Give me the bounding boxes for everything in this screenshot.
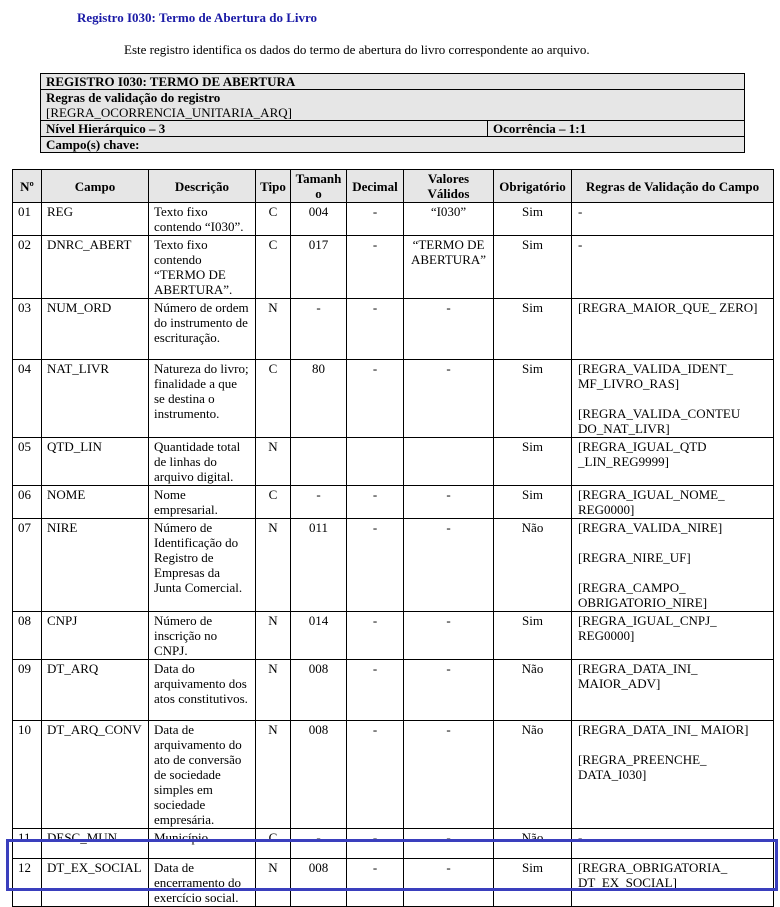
cell-regras bbox=[572, 829, 774, 859]
cell-descricao: Natureza do livro; finalidade a que se destina o instrumento. bbox=[149, 360, 256, 438]
cell-regras bbox=[572, 236, 774, 299]
cell-descricao: Quantidade total de linhas do arquivo digital. bbox=[149, 438, 256, 486]
table-row bbox=[13, 438, 774, 486]
cell-tipo: N bbox=[256, 299, 291, 360]
cell-tamanho: 008 bbox=[291, 721, 347, 829]
cell-decimal: - bbox=[347, 660, 404, 721]
cell-descricao: Número de ordem do instrumento de escrituração. bbox=[149, 299, 256, 360]
col-num-header: Nº bbox=[13, 170, 42, 203]
col-decimal-header: Decimal bbox=[347, 170, 404, 203]
col-descricao-header: Descrição bbox=[149, 170, 256, 203]
cell-regras bbox=[572, 721, 774, 829]
cell-tamanho: - bbox=[291, 299, 347, 360]
cell-decimal: - bbox=[347, 829, 404, 859]
cell-regras bbox=[572, 486, 774, 519]
cell-num: 11 bbox=[13, 829, 42, 859]
cell-decimal: - bbox=[347, 721, 404, 829]
table-row bbox=[13, 612, 774, 660]
col-campo-header: Campo bbox=[42, 170, 149, 203]
validation-rule-entry: [REGRA_IGUAL_CNPJ_ REG0000] bbox=[578, 613, 717, 643]
validation-rule-entry: [REGRA_OBRIGATORIA_ DT_EX_SOCIAL] bbox=[578, 860, 728, 890]
fields-table bbox=[12, 169, 774, 907]
validation-label: Regras de validação do registro bbox=[46, 90, 221, 105]
register-header-box bbox=[40, 73, 745, 153]
table-row bbox=[13, 360, 774, 438]
table-header-row bbox=[13, 170, 774, 203]
cell-num: 08 bbox=[13, 612, 42, 660]
cell-tipo: N bbox=[256, 660, 291, 721]
cell-valores: - bbox=[404, 660, 494, 721]
cell-decimal: - bbox=[347, 236, 404, 299]
cell-valores: - bbox=[404, 299, 494, 360]
cell-valores: - bbox=[404, 721, 494, 829]
cell-decimal: - bbox=[347, 486, 404, 519]
cell-num: 02 bbox=[13, 236, 42, 299]
validation-rule-entry: [REGRA_VALIDA_CONTEU DO_NAT_LIVR] bbox=[578, 406, 741, 436]
cell-descricao: Número de Identificação do Registro de Empresas da Junta Comercial. bbox=[149, 519, 256, 612]
cell-campo: DT_ARQ_CONV bbox=[42, 721, 149, 829]
cell-obrigatorio: Sim bbox=[494, 203, 572, 236]
key-fields: Campo(s) chave: bbox=[41, 137, 745, 153]
table-row bbox=[13, 486, 774, 519]
col-tamanho-header: Tamanho bbox=[291, 170, 347, 203]
cell-valores: “TERMO DE ABERTURA” bbox=[404, 236, 494, 299]
table-body bbox=[13, 203, 774, 907]
table-row bbox=[13, 299, 774, 360]
cell-regras bbox=[572, 859, 774, 907]
cell-descricao: Data do arquivamento dos atos constitutivos. bbox=[149, 660, 256, 721]
cell-num: 05 bbox=[13, 438, 42, 486]
cell-tamanho: 011 bbox=[291, 519, 347, 612]
cell-tamanho: 014 bbox=[291, 612, 347, 660]
col-valores-header: Valores Válidos bbox=[404, 170, 494, 203]
cell-tamanho: 008 bbox=[291, 660, 347, 721]
cell-tamanho: 80 bbox=[291, 360, 347, 438]
validation-rule-entry: [REGRA_PREENCHE_ DATA_I030] bbox=[578, 752, 707, 782]
occurrence: Ocorrência – 1:1 bbox=[488, 121, 745, 137]
register-title: REGISTRO I030: TERMO DE ABERTURA bbox=[41, 74, 745, 90]
cell-num: 07 bbox=[13, 519, 42, 612]
cell-descricao: Número de inscrição no CNPJ. bbox=[149, 612, 256, 660]
cell-campo: NIRE bbox=[42, 519, 149, 612]
cell-descricao: Município. bbox=[149, 829, 256, 859]
cell-descricao: Data de encerramento do exercício social. bbox=[149, 859, 256, 907]
cell-tamanho: - bbox=[291, 829, 347, 859]
validation-rule-entry: [REGRA_NIRE_UF] bbox=[578, 550, 691, 565]
cell-tamanho: 008 bbox=[291, 859, 347, 907]
cell-tamanho: 017 bbox=[291, 236, 347, 299]
cell-regras bbox=[572, 299, 774, 360]
cell-obrigatorio: Não bbox=[494, 829, 572, 859]
validation-rule-entry: [REGRA_DATA_INI_ MAIOR] bbox=[578, 722, 749, 737]
table-row bbox=[13, 203, 774, 236]
table-row bbox=[13, 859, 774, 907]
intro-text: Este registro identifica os dados do termo de abertura do livro correspondente ao arquivo. bbox=[124, 42, 590, 57]
cell-valores: - bbox=[404, 859, 494, 907]
cell-tipo: C bbox=[256, 360, 291, 438]
cell-regras bbox=[572, 612, 774, 660]
cell-obrigatorio: Sim bbox=[494, 236, 572, 299]
cell-tipo: C bbox=[256, 236, 291, 299]
cell-valores: - bbox=[404, 360, 494, 438]
cell-campo: DESC_MUN bbox=[42, 829, 149, 859]
cell-valores bbox=[404, 438, 494, 486]
cell-obrigatorio: Sim bbox=[494, 360, 572, 438]
table-row bbox=[13, 829, 774, 859]
cell-tipo: N bbox=[256, 859, 291, 907]
cell-decimal: - bbox=[347, 360, 404, 438]
cell-num: 04 bbox=[13, 360, 42, 438]
cell-campo: REG bbox=[42, 203, 149, 236]
cell-regras bbox=[572, 660, 774, 721]
cell-tipo: N bbox=[256, 612, 291, 660]
validation-rule-entry: - bbox=[578, 237, 583, 252]
cell-num: 03 bbox=[13, 299, 42, 360]
col-tipo-header: Tipo bbox=[256, 170, 291, 203]
cell-obrigatorio: Sim bbox=[494, 299, 572, 360]
cell-tipo: C bbox=[256, 829, 291, 859]
validation-rule-entry: - bbox=[578, 830, 583, 845]
cell-valores: “I030” bbox=[404, 203, 494, 236]
cell-obrigatorio: Sim bbox=[494, 486, 572, 519]
col-obrigatorio-header: Obrigatório bbox=[494, 170, 572, 203]
cell-tipo: N bbox=[256, 519, 291, 612]
cell-valores: - bbox=[404, 612, 494, 660]
validation-rule-entry: [REGRA_MAIOR_QUE_ ZERO] bbox=[578, 300, 758, 315]
hierarchy-level: Nível Hierárquico – 3 bbox=[41, 121, 488, 137]
cell-campo: DT_EX_SOCIAL bbox=[42, 859, 149, 907]
cell-campo: NAT_LIVR bbox=[42, 360, 149, 438]
cell-regras bbox=[572, 438, 774, 486]
cell-regras bbox=[572, 519, 774, 612]
cell-num: 09 bbox=[13, 660, 42, 721]
validation-rule-entry: - bbox=[578, 204, 583, 219]
cell-obrigatorio: Não bbox=[494, 519, 572, 612]
cell-decimal: - bbox=[347, 519, 404, 612]
register-validation bbox=[41, 90, 745, 121]
table-row bbox=[13, 236, 774, 299]
cell-num: 01 bbox=[13, 203, 42, 236]
cell-tipo: C bbox=[256, 203, 291, 236]
col-regras-header: Regras de Validação do Campo bbox=[572, 170, 774, 203]
cell-tamanho: - bbox=[291, 486, 347, 519]
cell-descricao: Texto fixo contendo “I030”. bbox=[149, 203, 256, 236]
cell-obrigatorio: Sim bbox=[494, 859, 572, 907]
cell-num: 06 bbox=[13, 486, 42, 519]
cell-obrigatorio: Não bbox=[494, 660, 572, 721]
validation-rule-entry: [REGRA_CAMPO_ OBRIGATORIO_NIRE] bbox=[578, 580, 708, 610]
cell-descricao: Nome empresarial. bbox=[149, 486, 256, 519]
cell-obrigatorio: Não bbox=[494, 721, 572, 829]
cell-regras bbox=[572, 203, 774, 236]
cell-tamanho: 004 bbox=[291, 203, 347, 236]
cell-campo: NOME bbox=[42, 486, 149, 519]
cell-campo: NUM_ORD bbox=[42, 299, 149, 360]
cell-campo: QTD_LIN bbox=[42, 438, 149, 486]
cell-decimal: - bbox=[347, 612, 404, 660]
cell-campo: DNRC_ABERT bbox=[42, 236, 149, 299]
validation-rule: [REGRA_OCORRENCIA_UNITARIA_ARQ] bbox=[46, 105, 292, 120]
validation-rule-entry: [REGRA_DATA_INI_ MAIOR_ADV] bbox=[578, 661, 698, 691]
cell-tipo: N bbox=[256, 438, 291, 486]
cell-valores: - bbox=[404, 486, 494, 519]
cell-regras bbox=[572, 360, 774, 438]
cell-campo: DT_ARQ bbox=[42, 660, 149, 721]
cell-descricao: Texto fixo contendo “TERMO DE ABERTURA”. bbox=[149, 236, 256, 299]
cell-descricao: Data de arquivamento do ato de conversão de sociedade simples em sociedade empresária. bbox=[149, 721, 256, 829]
cell-num: 12 bbox=[13, 859, 42, 907]
cell-tamanho bbox=[291, 438, 347, 486]
validation-rule-entry: [REGRA_IGUAL_QTD _LIN_REG9999] bbox=[578, 439, 707, 469]
cell-decimal bbox=[347, 438, 404, 486]
cell-num: 10 bbox=[13, 721, 42, 829]
validation-rule-entry: [REGRA_VALIDA_NIRE] bbox=[578, 520, 723, 535]
cell-campo: CNPJ bbox=[42, 612, 149, 660]
cell-obrigatorio: Sim bbox=[494, 612, 572, 660]
cell-decimal: - bbox=[347, 299, 404, 360]
validation-rule-entry: [REGRA_IGUAL_NOME_ REG0000] bbox=[578, 487, 725, 517]
cell-valores: - bbox=[404, 829, 494, 859]
page-heading: Registro I030: Termo de Abertura do Livro bbox=[77, 10, 318, 25]
table-row bbox=[13, 519, 774, 612]
table-row bbox=[13, 721, 774, 829]
cell-tipo: C bbox=[256, 486, 291, 519]
table-row bbox=[13, 660, 774, 721]
cell-decimal: - bbox=[347, 203, 404, 236]
validation-rule-entry: [REGRA_VALIDA_IDENT_ MF_LIVRO_RAS] bbox=[578, 361, 734, 391]
cell-decimal: - bbox=[347, 859, 404, 907]
cell-tipo: N bbox=[256, 721, 291, 829]
cell-valores: - bbox=[404, 519, 494, 612]
cell-obrigatorio: Sim bbox=[494, 438, 572, 486]
